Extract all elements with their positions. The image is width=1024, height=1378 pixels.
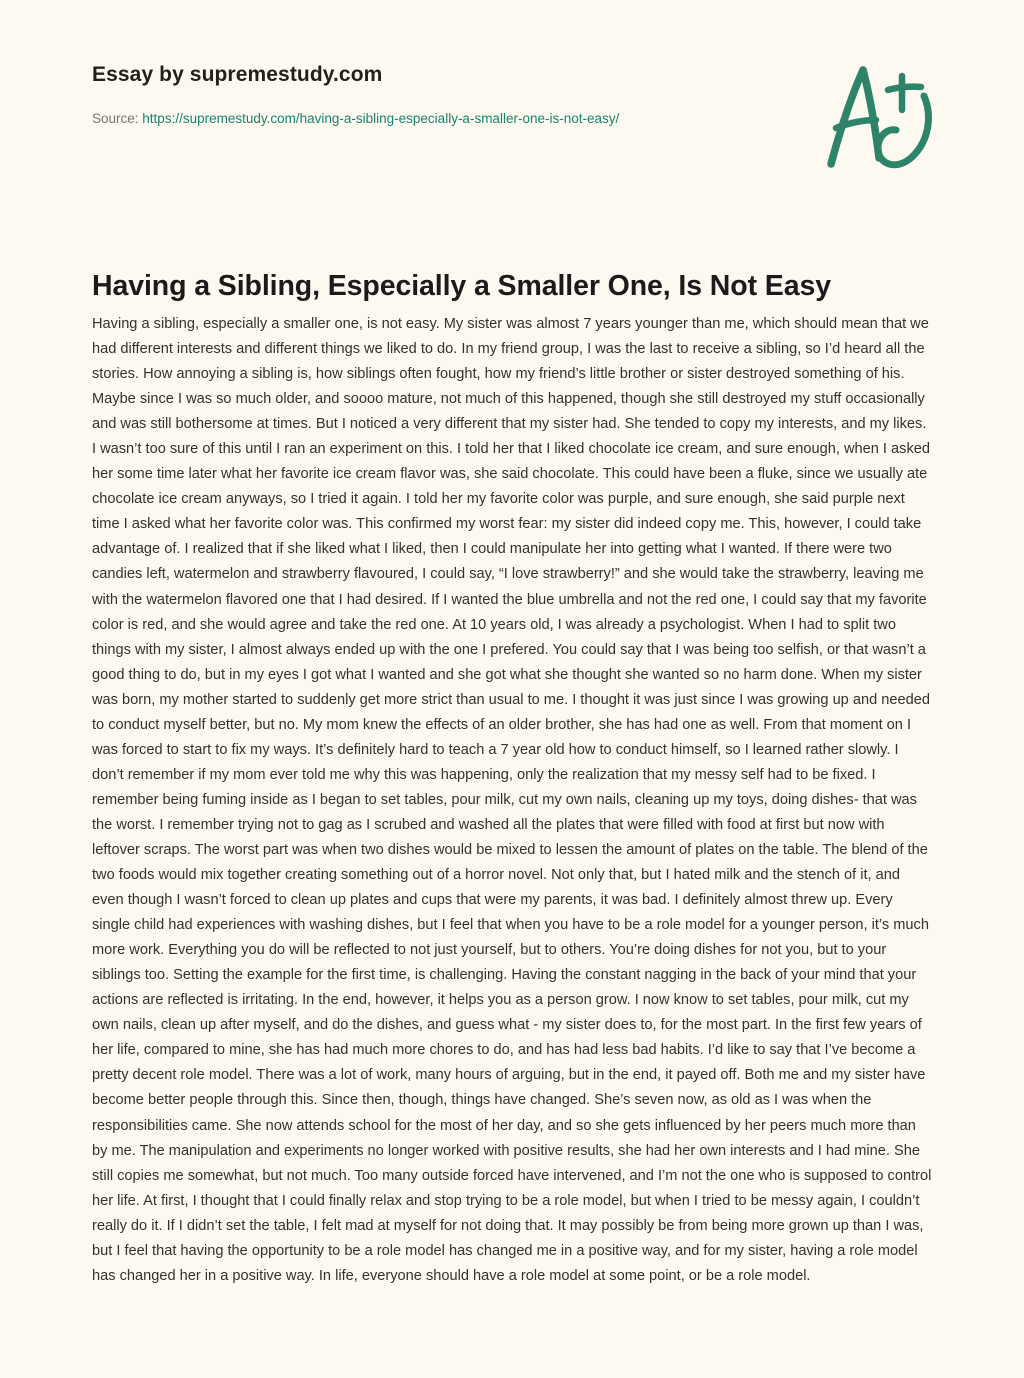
page-title: Having a Sibling, Especially a Smaller One, Is Not Easy [92,270,831,303]
essay-body [92,312,932,1289]
source-line [92,110,930,128]
source-label: Source: [92,111,139,127]
essay-attribution: Essay by supremestudy.com [92,63,383,86]
source-url-link[interactable]: https://supremestudy.com/having-a-sibling-especially-a-smaller-one-is-not-easy/ [142,111,620,127]
a-plus-logo [820,58,938,178]
essay-paragraph: Having a sibling, especially a smaller one, is not easy. My sister was almost 7 years younger than me, which should mean that we had different interests and different things we liked to do. In my friend group, I was the last to receive a sibling, so I’d heard all the stories. How annoying a sibling is, how siblings often fought, how my friend’s little brother or sister destroyed something of his. Maybe since I was so much older, and soooo mature, not much of this happened, though she still destroyed my stuff occasionally and was still bothersome at times. But I noticed a very different that my sister had. She tended to copy my interests, and my likes. I wasn’t too sure of this until I ran an experiment on this. I told her that I liked chocolate ice cream, and sure enough, when I asked her some time later what her favorite ice cream flavor was, she said chocolate. This could have been a fluke, since we usually ate chocolate ice cream anyways, so I tried it again. I told her my favorite color was purple, and sure enough, she said purple next time I asked what her favorite color was. This confirmed my worst fear: my sister did indeed copy me. This, however, I could take advantage of. I realized that if she liked what I liked, then I could manipulate her into getting what I wanted. If there were two candies left, watermelon and strawberry flavoured, I could say, “I love strawberry!” and she would take the strawberry, leaving me with the watermelon flavored one that I had desired. If I wanted the blue umbrella and not the red one, I could say that my favorite color is red, and she would agree and take the red one. At 10 years old, I was already a psychologist. When I had to split two things with my sister, I almost always ended up with the one I prefered. You could say that I was being too selfish, or that wasn’t a good thing to do, but in my eyes I got what I wanted and she got what she thought she wanted so no harm done. When my sister was born, my mother started to suddenly get more strict than usual to me. I thought it was just since I was growing up and needed to conduct myself better, but no. My mom knew the effects of an older brother, she has had one as well. From that moment on I was forced to start to fix my ways. It’s definitely hard to teach a 7 year old how to conduct himself, so I learned rather slowly. I don’t remember if my mom ever told me why this was happening, only the realization that my messy self had to be fixed. I remember being fuming inside as I began to set tables, pour milk, cut my own nails, cleaning up my toys, doing dishes- that was the worst. I remember trying not to gag as I scrubed and washed all the plates that were filled with food at first but now with leftover scraps. The worst part was when two dishes would be mixed to lessen the amount of plates on the table. The blend of the two foods would mix together creating something out of a horror novel. Not only that, but I hated milk and the stench of it, and even though I wasn’t forced to clean up plates and cups that were my parents, it was bad. I definitely almost threw up. Every single child had experiences with washing dishes, but I feel that when you have to be a role model for a younger person, it’s much more work. Everything you do will be reflected to not just yourself, but to others. You’re doing dishes for not you, but to your siblings too. Setting the example for the first time, is challenging. Having the constant nagging in the back of your mind that your actions are reflected is irritating. In the end, however, it helps you as a person grow. I now know to set tables, pour milk, cut my own nails, clean up after myself, and do the dishes, and guess what - my sister does to, for the most part. In the first few years of her life, compared to mine, she has had much more chores to do, and has had less bad habits. I’d like to say that I’ve become a pretty decent role model. There was a lot of work, many hours of arguing, but in the end, it payed off. Both me and my sister have become better people through this. Since then, though, things have changed. She’s seven now, as old as I was when the responsibilities came. She now attends school for the most of her day, and so she gets influenced by her peers much more than by me. The manipulation and experiments no longer worked with positive results, she had her own interests and I had mine. She still copies me somewhat, but not much. Too many outside forced have intervened, and I’m not the one who is supposed to control her life. At first, I thought that I could finally relax and stop trying to be a role model, but when I tried to be messy again, I couldn’t really do it. If I didn’t set the table, I felt mad at myself for not doing that. It may possibly be from being more grown up than I was, but I feel that having the opportunity to be a role model has changed me in a positive way, and for my sister, having a role model has changed her in a positive way. In life, everyone should have a role model at some point, or be a role model. [92,316,932,1284]
a-plus-logo-icon [820,58,938,178]
